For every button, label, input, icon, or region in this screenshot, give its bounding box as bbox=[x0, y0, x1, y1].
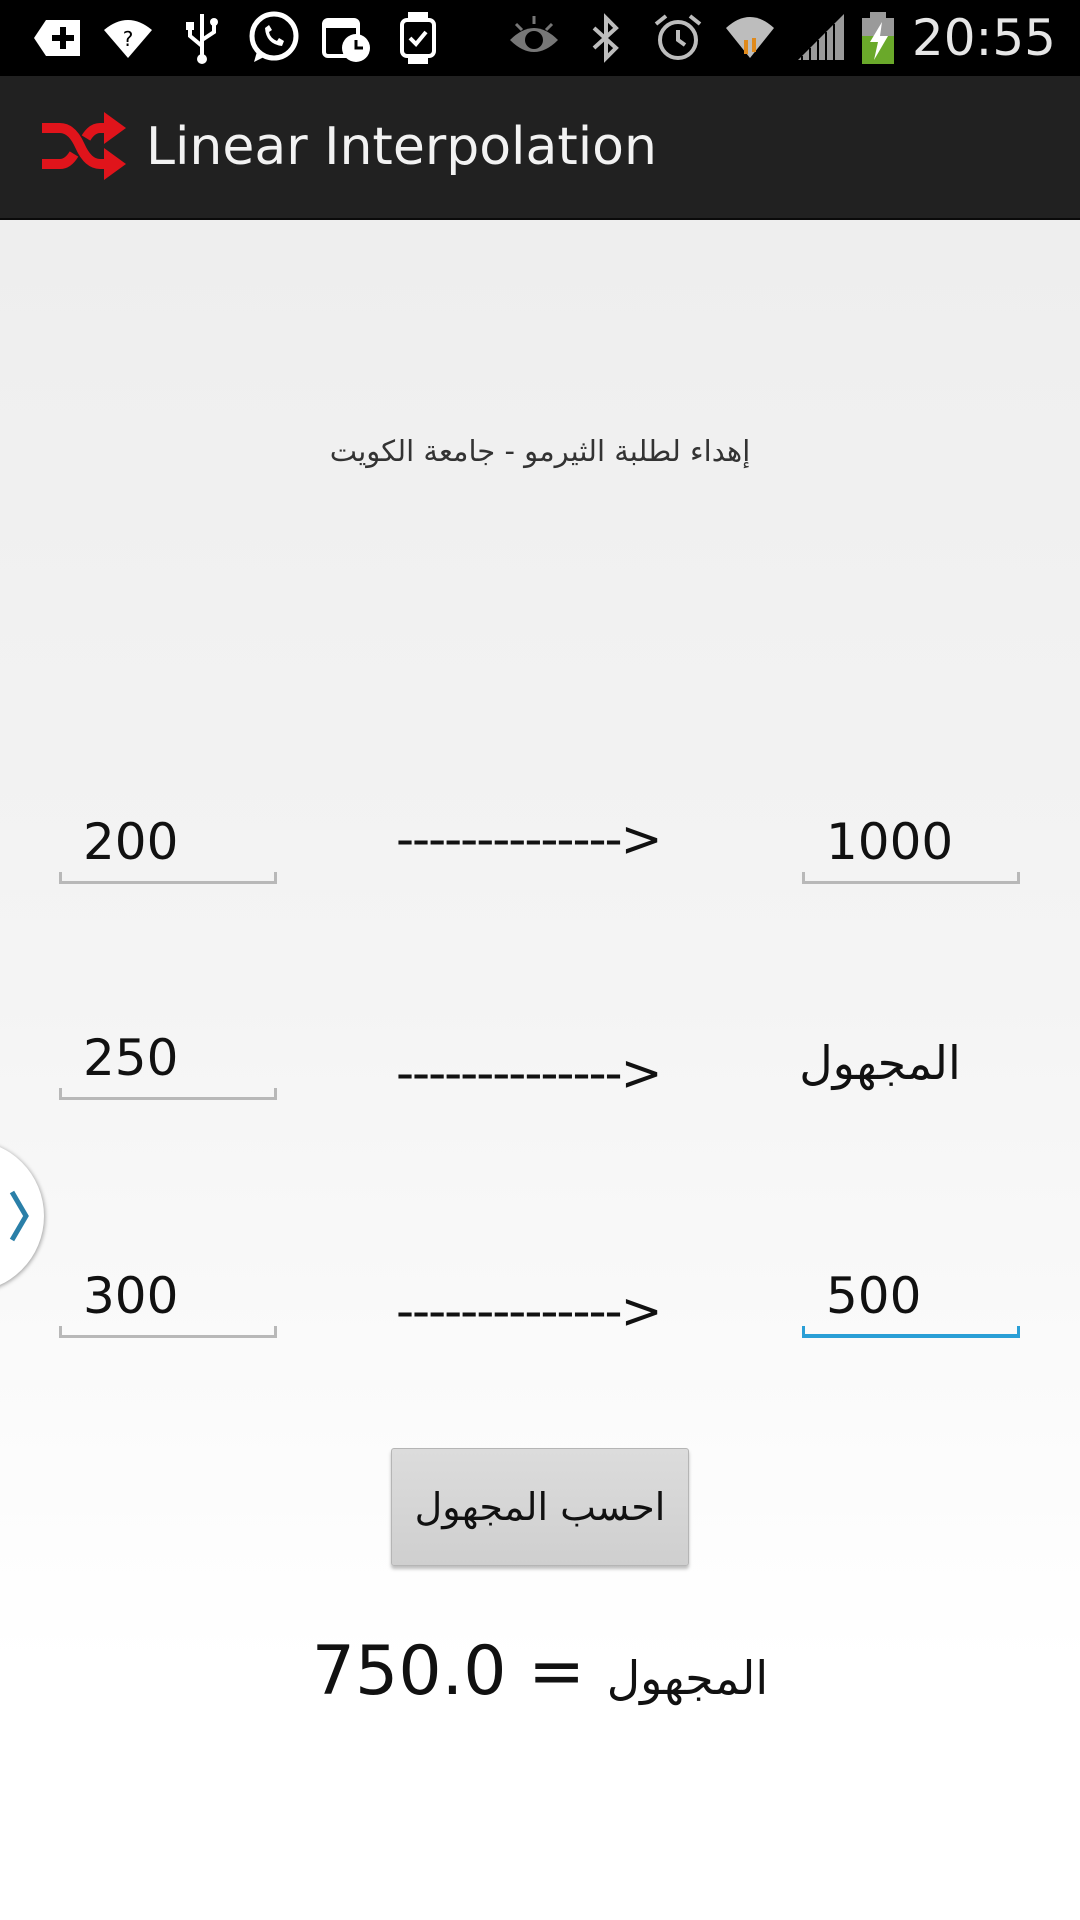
eye-icon bbox=[506, 10, 562, 66]
x-input[interactable] bbox=[59, 1024, 277, 1092]
x1-underline bbox=[59, 872, 277, 884]
y1-field[interactable] bbox=[802, 808, 1020, 884]
result-label: المجهول bbox=[606, 1651, 769, 1705]
wifi-icon bbox=[722, 10, 778, 66]
alarm-icon bbox=[650, 10, 706, 66]
x-underline bbox=[59, 1088, 277, 1100]
notification-plus-icon bbox=[30, 10, 86, 66]
calendar-clock-icon bbox=[318, 10, 374, 66]
x1-input[interactable] bbox=[59, 808, 277, 876]
side-drawer-handle[interactable] bbox=[0, 1140, 44, 1292]
x2-underline bbox=[59, 1326, 277, 1338]
y2-field[interactable] bbox=[802, 1262, 1020, 1338]
status-bar bbox=[0, 0, 1080, 76]
y1-underline bbox=[802, 872, 1020, 884]
shuffle-icon bbox=[38, 106, 128, 186]
chevron-right-icon bbox=[8, 1188, 30, 1244]
whatsapp-icon bbox=[246, 10, 302, 66]
svg-text:?: ? bbox=[122, 27, 134, 51]
x1-field[interactable] bbox=[59, 808, 277, 884]
usb-icon bbox=[174, 10, 230, 66]
y2-input[interactable] bbox=[802, 1262, 1020, 1330]
status-time: 20:55 bbox=[911, 9, 1056, 67]
result-value: 750.0 bbox=[311, 1632, 507, 1711]
arrow-row-3: --------------> bbox=[396, 1282, 661, 1340]
main-content bbox=[0, 220, 1080, 1920]
wifi-question-icon bbox=[100, 10, 156, 66]
action-bar bbox=[0, 76, 1080, 220]
app-title: Linear Interpolation bbox=[146, 117, 657, 177]
unknown-label: المجهول bbox=[799, 1036, 961, 1090]
bluetooth-icon bbox=[578, 10, 634, 66]
y1-input[interactable] bbox=[802, 808, 1020, 876]
battery-charging-icon bbox=[858, 10, 898, 66]
x2-field[interactable] bbox=[59, 1262, 277, 1338]
dedication-text: إهداء لطلبة الثيرمو - جامعة الكويت bbox=[329, 434, 751, 468]
signal-icon bbox=[794, 10, 850, 66]
smartwatch-icon bbox=[390, 10, 446, 66]
result-equals: = bbox=[528, 1632, 586, 1711]
y2-underline bbox=[802, 1326, 1020, 1338]
arrow-row-1: --------------> bbox=[396, 810, 661, 868]
arrow-row-2: --------------> bbox=[396, 1044, 661, 1102]
x2-input[interactable] bbox=[59, 1262, 277, 1330]
result-text bbox=[240, 1632, 840, 1711]
calculate-unknown-button[interactable]: احسب المجهول bbox=[391, 1448, 689, 1566]
x-field[interactable] bbox=[59, 1024, 277, 1100]
